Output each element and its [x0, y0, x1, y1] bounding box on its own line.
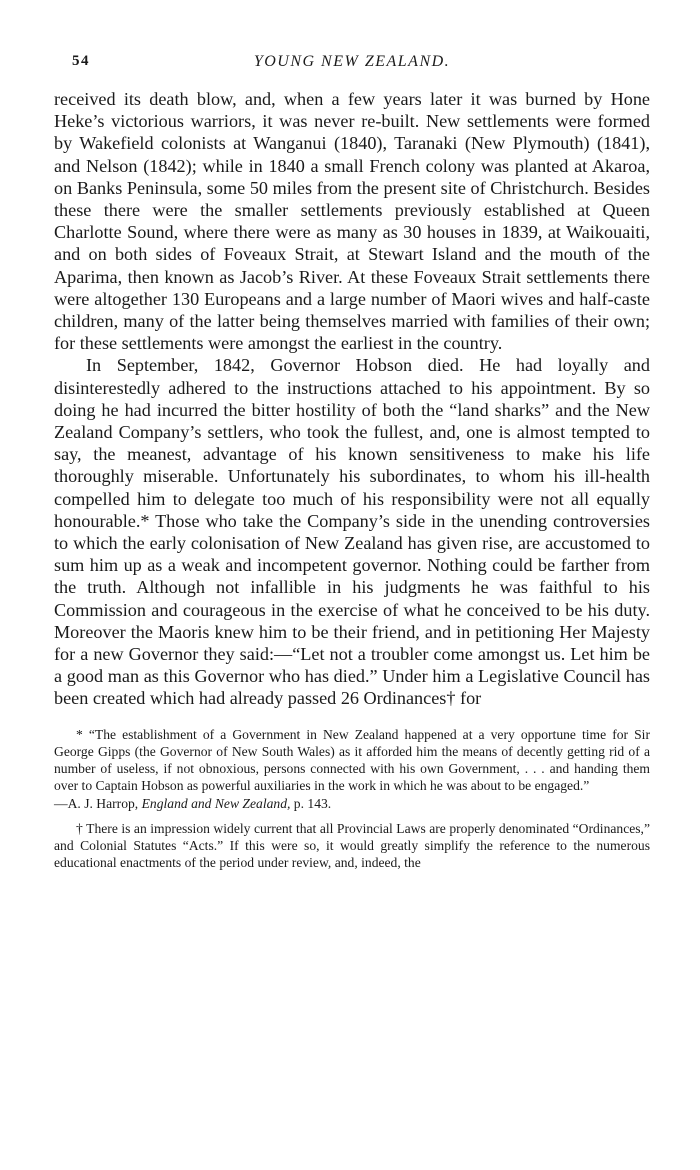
- page-header: [54, 50, 650, 80]
- book-page: [54, 50, 650, 879]
- main-text: [54, 88, 650, 710]
- footnote-1-work-title: England and New Zealand,: [141, 795, 291, 811]
- footnotes: [54, 726, 650, 872]
- footnote-1-author: —A. J. Harrop,: [54, 795, 139, 811]
- footnote-1-text: * “The establishment of a Government in New Zealand happened at a very opportune time for Sir George Gipps (the Governor of New South Wales) as it afforded him the means of decently getting rid of a number of useless, if not obnoxious, persons connected with his own Government, . . . and handing them over to Captain Hobson as powerful auxiliaries in the work in which he was about to be engaged.”: [54, 726, 650, 794]
- running-title: YOUNG NEW ZEALAND.: [253, 53, 451, 70]
- footnote-1-page-ref: p. 143.: [293, 795, 332, 811]
- footnote-1: [54, 726, 650, 812]
- footnote-1-attribution: [54, 795, 650, 812]
- body-paragraph: In September, 1842, Governor Hobson died. He had loyally and disinterestedly adhered to the instructions attached to his appointment. By so doing he had incurred the bitter hostility of both the “land sharks” and the New Zealand Company’s settlers, who took the fullest, and, one is almost tempted to say, the meanest, advantage of his known sensitiveness to make his life thoroughly miserable. Unfortunately his subordinates, to whom his ill-health compelled him to delegate too much of his responsibility were not all equally honourable.* Those who take the Company’s side in the unending controversies to which the early colonisation of New Zealand has given rise, are accustomed to sum him up as a weak and incompetent governor. Nothing could be farther from the truth. Although not infallible in his judgments he was faithful to his Commission and courageous in the exercise of what he conceived to be his duty. Moreover the Maoris knew him to be their friend, and in petitioning Her Majesty for a new Governor they said:—“Let not a troubler come amongst us. Let him be a good man as this Governor who has died.” Under him a Legislative Council has been created which had already passed 26 Ordinances† for: [54, 355, 650, 709]
- page-number: 54: [72, 53, 90, 69]
- footnote-2: † There is an impression widely current that all Provincial Laws are properly denominated “Ordinances,” and Colonial Statutes “Acts.” If this were so, it would greatly simplify the reference to the numerous educational enactments of the period under review, and, indeed, the: [54, 820, 650, 871]
- body-paragraph: received its death blow, and, when a few years later it was burned by Hone Heke’s victorious warriors, it was never re-built. New settlements were formed by Wakefield colonists at Wanganui (1840), Taranaki (New Plymouth) (1841), and Nelson (1842); while in 1840 a small French colony was planted at Akaroa, on Banks Peninsula, some 50 miles from the present site of Christchurch. Besides these there were the smaller settlements previously established at Queen Charlotte Sound, where there were as many as 30 houses in 1839, at Waikouaiti, and on both sides of Foveaux Strait, at Stewart Island and the mouth of the Aparima, then known as Jacob’s River. At these Foveaux Strait settlements there were altogether 130 Europeans and a large number of Maori wives and half-caste children, many of the latter being themselves married with families of their own; for these settlements were amongst the earliest in the country.: [54, 89, 650, 354]
